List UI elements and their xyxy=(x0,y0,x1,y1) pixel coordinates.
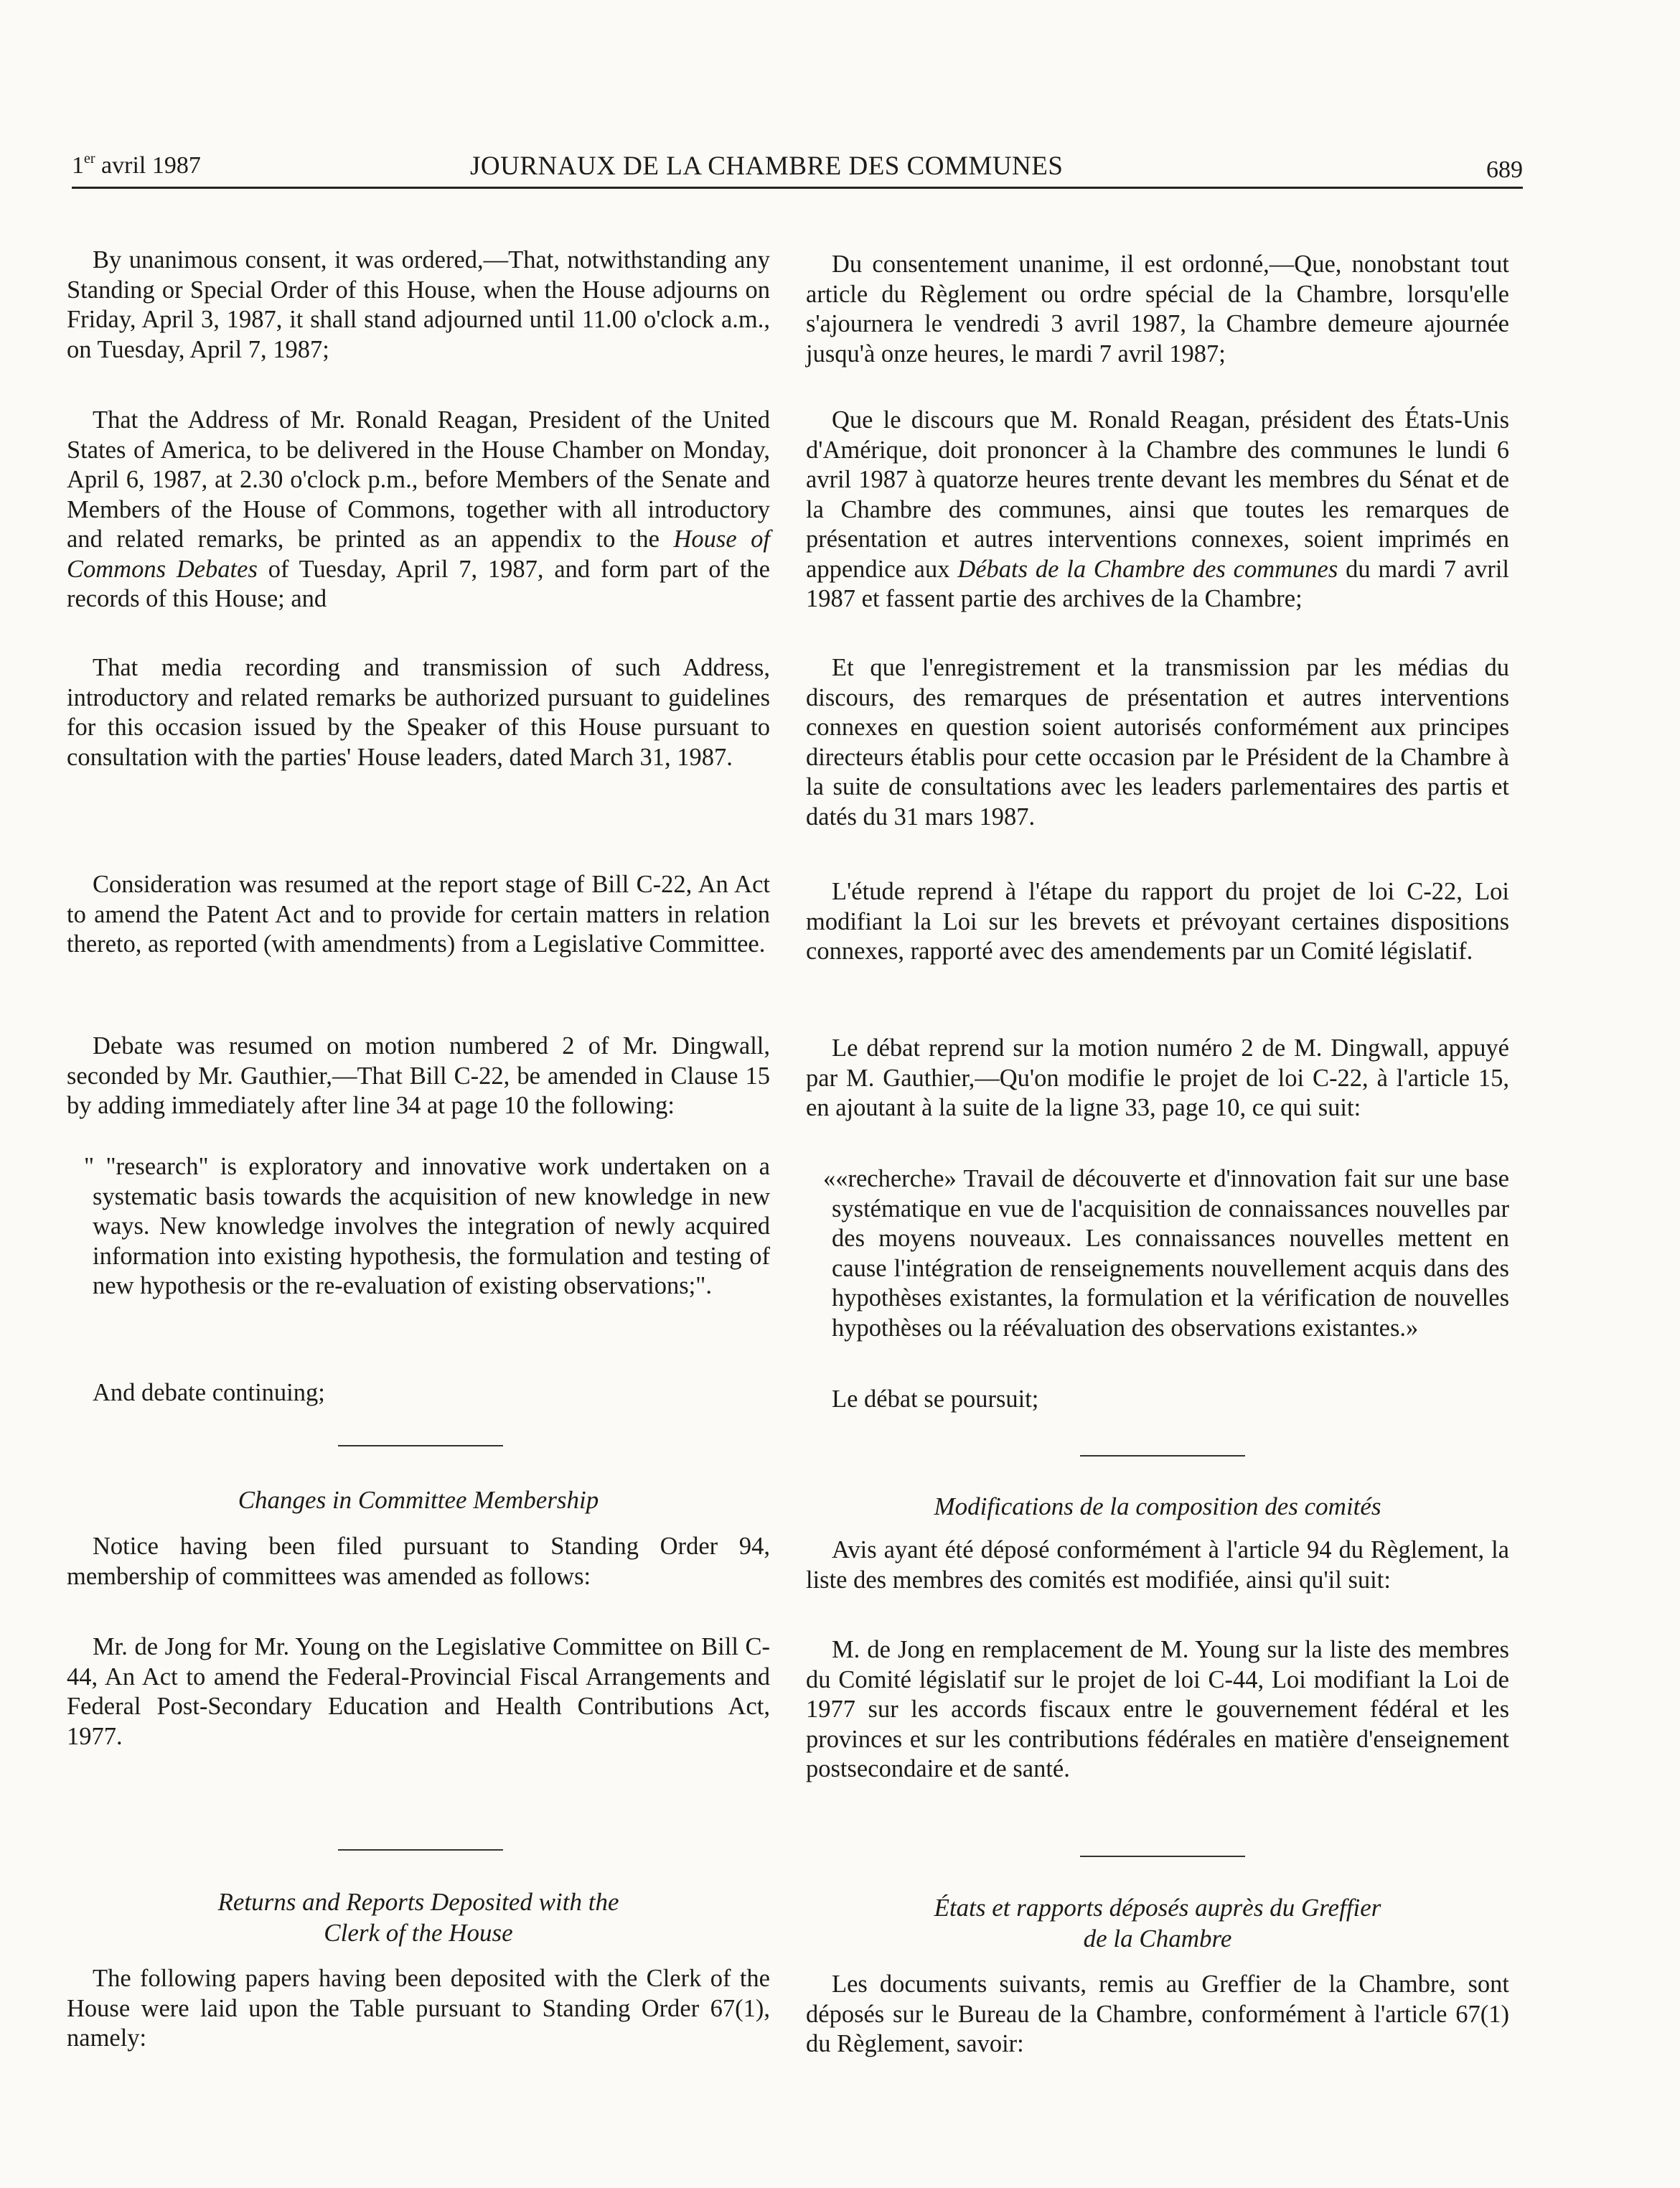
heading-returns-reports-fr: États et rapports déposés auprès du Greffier de la Chambre xyxy=(934,1894,1381,1953)
paragraph-bill-c22-consideration: Consideration was resumed at the report stage of Bill C-22, An Act to amend the Patent Act and to provide for certain matters in relation thereto, as reported (with amendments) from a Legislative Committee. xyxy=(67,871,770,958)
paragraph-adjournment-order-fr: Du consentement unanime, il est ordonné,—Que, nonobstant tout article du Règlement ou ordre spécial de la Chambre, lorsqu'elle s'ajournera le vendredi 3 avril 1987, la Chambre demeure ajournée jusqu'à onze heures, le mardi 7 avril 1987; xyxy=(806,251,1509,368)
paragraph-debate-continuing-fr: Le débat se poursuit; xyxy=(832,1385,1039,1413)
paragraph-notice-filed-fr: Avis ayant été déposé conformément à l'article 94 du Règlement, la liste des membres des comités est modifiée, ainsi qu'il suit: xyxy=(806,1536,1509,1594)
page-number: 689 xyxy=(1486,156,1523,183)
heading-returns-reports: Returns and Reports Deposited with the Clerk of the House xyxy=(217,1888,619,1947)
quoted-amendment: " "research" is exploratory and innovative work undertaken on a systematic basis towards the acquisition of new knowledge in new ways. New knowledge involves the integration of newly acquired information into existing hypothesis, the formulation and testing of new hypothesis or the re-evaluation of existing observations;". xyxy=(84,1153,770,1299)
section-divider xyxy=(338,1445,503,1446)
heading-committee-membership-fr: Modifications de la composition des comités xyxy=(934,1492,1381,1520)
paragraph-reagan-address: That the Address of Mr. Ronald Reagan, President of the United States of America, to be delivered in the House Chamber on Monday, April 6, 1987, at 2.30 o'clock p.m., before Members of the Senate and Members of the House of Commons, together with all introductory and related remarks, be printed as an appendix to the House of Commons Debates of Tuesday, April 7, 1987, and form part of the records of this House; and xyxy=(67,406,770,612)
quoted-amendment-fr: ««recherche» Travail de découverte et d'innovation fait sur une base systématique en vue de l'acquisition de connaissances nouvelles par des moyens nouveaux. Les connaissances nouvelles mettent en cause l'intégration de renseignements nouvellement acquis dans des hypothèses existantes, la formulation et la vérification de nouvelles hypothèses ou la réévaluation des observations existantes.» xyxy=(823,1165,1509,1342)
page-header xyxy=(72,146,1523,189)
paragraph-reagan-address-fr: Que le discours que M. Ronald Reagan, président des États-Unis d'Amérique, doit prononcer à la Chambre des communes le lundi 6 avril 1987 à quatorze heures trente devant les membres du Sénat et de la Chambre des communes, ainsi que toutes les remarques de présentation et autres interventions connexes, soient imprimés en appendice aux Débats de la Chambre des communes du mardi 7 avril 1987 et fassent partie des archives de la Chambre; xyxy=(806,406,1509,612)
paragraph-media-recording: That media recording and transmission of such Address, introductory and related remarks be authorized pursuant to guidelines for this occasion issued by the Speaker of this House pursuant to consultation with the parties' House leaders, dated March 31, 1987. xyxy=(67,654,770,771)
paragraph-motion-dingwall-fr: Le débat reprend sur la motion numéro 2 de M. Dingwall, appuyé par M. Gauthier,—Qu'on modifie le projet de loi C-22, à l'article 15, en ajoutant à la suite de la ligne 33, page 10, ce qui suit: xyxy=(806,1034,1509,1121)
journal-title: JOURNAUX DE LA CHAMBRE DES COMMUNES xyxy=(470,151,1064,181)
paragraph-debate-continuing: And debate continuing; xyxy=(93,1379,325,1406)
paragraph-media-recording-fr: Et que l'enregistrement et la transmission par les médias du discours, des remarques de présentation et autres interventions connexes en question soient autorisés conformément aux principes directeurs établis pour cette occasion par le Président de la Chambre à la suite de consultations avec les leaders parlementaires des partis et datés du 31 mars 1987. xyxy=(806,654,1509,831)
paragraph-motion-dingwall: Debate was resumed on motion numbered 2 of Mr. Dingwall, seconded by Mr. Gauthier,—That Bill C-22, be amended in Clause 15 by adding immediately after line 34 at page 10 the following: xyxy=(67,1032,770,1119)
header-date: 1er avril 1987 xyxy=(72,151,201,179)
heading-committee-membership: Changes in Committee Membership xyxy=(238,1486,599,1514)
paragraph-notice-filed: Notice having been filed pursuant to Standing Order 94, membership of committees was amended as follows: xyxy=(67,1533,770,1590)
paragraph-de-jong-fr: M. de Jong en remplacement de M. Young sur la liste des membres du Comité législatif sur le projet de loi C-44, Loi modifiant la Loi de 1977 sur les accords fiscaux entre le gouvernement fédéral et les provinces et sur les contributions fédérales en matière d'enseignement postsecondaire et de santé. xyxy=(806,1636,1509,1782)
section-divider xyxy=(338,1849,503,1851)
paragraph-bill-c22-consideration-fr: L'étude reprend à l'étape du rapport du projet de loi C-22, Loi modifiant la Loi sur les brevets et prévoyant certaines dispositions connexes, rapporté avec des amendements par un Comité législatif. xyxy=(806,878,1509,965)
paragraph-adjournment-order: By unanimous consent, it was ordered,—That, notwithstanding any Standing or Special Order of this House, when the House adjourns on Friday, April 3, 1987, it shall stand adjourned until 11.00 o'clock a.m., on Tuesday, April 7, 1987; xyxy=(67,246,770,363)
section-divider xyxy=(1080,1455,1245,1457)
section-divider xyxy=(1080,1856,1245,1857)
paragraph-de-jong: Mr. de Jong for Mr. Young on the Legislative Committee on Bill C-44, An Act to amend the Federal-Provincial Fiscal Arrangements and Federal Post-Secondary Education and Health Contributions Act, 1977. xyxy=(67,1633,770,1750)
paragraph-papers-deposited: The following papers having been deposited with the Clerk of the House were laid upon the Table pursuant to Standing Order 67(1), namely: xyxy=(67,1965,770,2052)
paragraph-papers-deposited-fr: Les documents suivants, remis au Greffier de la Chambre, sont déposés sur le Bureau de la Chambre, conformément à l'article 67(1) du Règlement, savoir: xyxy=(806,1970,1509,2057)
